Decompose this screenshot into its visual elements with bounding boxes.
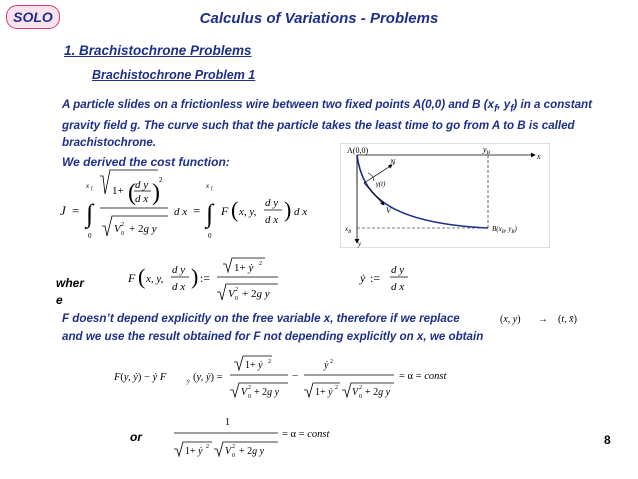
svg-text:0: 0 — [208, 232, 212, 240]
svg-text:∫: ∫ — [206, 199, 214, 228]
svg-text:d x: d x — [391, 281, 405, 293]
where-label: wher e — [56, 276, 85, 307]
svg-text:+ 2g y: + 2g y — [365, 387, 391, 398]
svg-text:d y: d y — [135, 179, 149, 191]
variable-replacement — [498, 308, 598, 328]
svg-text:ẏ: ẏ — [187, 379, 190, 385]
problem-text-b: , y — [497, 98, 511, 111]
problem-text-c: ) in a constant gravity field g. The curve such that the particle takes the least time to go from A to B is called brachistochrone. — [62, 98, 592, 150]
svg-text:x, y,: x, y, — [239, 206, 257, 218]
page-number: 8 — [604, 433, 611, 447]
replacement-paragraph — [62, 310, 502, 346]
y-axis-label: y — [358, 240, 362, 248]
svg-text:V: V — [228, 288, 235, 300]
svg-text:1: 1 — [225, 417, 230, 428]
svg-text:(t, x̄): (t, x̄) — [558, 314, 577, 325]
xb-label: $x_B$ — [345, 225, 352, 235]
page-title: Calculus of Variations - Problems — [199, 10, 439, 27]
svg-text:f: f — [211, 187, 213, 192]
svg-text:2: 2 — [359, 385, 362, 391]
svg-text:ẏ: ẏ — [360, 271, 366, 285]
svg-text:= α = const: = α = const — [282, 429, 330, 440]
svg-text:d x: d x — [294, 206, 308, 218]
svg-text:x, y,: x, y, — [146, 273, 164, 285]
svg-text:): ) — [284, 197, 292, 222]
point-b-label: $B(x_B$, $y_B$) — [492, 225, 517, 235]
yb-label: $y_B$ — [483, 145, 490, 156]
svg-text:=: = — [193, 203, 201, 218]
svg-text:2: 2 — [206, 444, 209, 450]
svg-text:1+ ẏ: 1+ ẏ — [245, 360, 263, 371]
section-heading: 1. Brachistochrone Problems — [64, 43, 252, 58]
svg-text:2: 2 — [248, 385, 251, 391]
svg-text:2: 2 — [330, 359, 333, 365]
svg-text:(y, ẏ) =: (y, ẏ) = — [193, 372, 223, 383]
final-equation — [170, 412, 350, 462]
or-label: or — [130, 430, 142, 444]
svg-text:1+: 1+ — [112, 185, 124, 197]
svg-text:d x: d x — [135, 193, 149, 205]
subsection-heading: Brachistochrone Problem 1 — [92, 68, 256, 82]
svg-text:0: 0 — [359, 394, 362, 400]
svg-text:J: J — [60, 203, 66, 218]
svg-text:F(y, ẏ) − ẏ F: F(y, ẏ) − ẏ F — [114, 372, 167, 383]
problem-sub-f1: f — [494, 103, 498, 115]
svg-text:∫: ∫ — [86, 199, 94, 228]
svg-text:V: V — [114, 223, 121, 235]
svg-text:d y: d y — [391, 264, 405, 276]
cost-function-label: We derived the cost function: — [62, 155, 230, 169]
svg-text:ẏ: ẏ — [324, 360, 329, 371]
svg-text:0: 0 — [232, 453, 235, 459]
svg-text:F: F — [128, 271, 136, 285]
svg-text:0: 0 — [88, 232, 92, 240]
svg-text:1+ ẏ: 1+ ẏ — [234, 262, 254, 274]
svg-text:0: 0 — [121, 231, 124, 237]
svg-text:): ) — [191, 264, 199, 289]
svg-text:d y: d y — [172, 264, 186, 276]
svg-text:→: → — [538, 314, 548, 325]
svg-text:x: x — [86, 182, 90, 190]
svg-text:(: ( — [231, 197, 239, 222]
svg-text:0: 0 — [248, 394, 251, 400]
svg-text:= α = const: = α = const — [399, 371, 447, 382]
svg-text:2: 2 — [159, 176, 163, 184]
svg-text:2: 2 — [268, 359, 271, 365]
svg-text::=: := — [370, 271, 381, 285]
svg-text:x: x — [206, 182, 210, 190]
svg-text:d x: d x — [172, 281, 186, 293]
svg-text:V: V — [225, 446, 232, 457]
svg-text:0: 0 — [235, 296, 238, 302]
svg-text:+ 2g y: + 2g y — [254, 387, 280, 398]
x-axis-label: x — [537, 152, 541, 161]
svg-text:(x, y): (x, y) — [500, 314, 521, 325]
problem-sub-f2: f — [510, 103, 514, 115]
origin-label: A(0,0) — [347, 146, 369, 155]
normal-label: N — [390, 158, 396, 167]
svg-text:+ 2g y: + 2g y — [239, 446, 265, 457]
svg-text::=: := — [200, 271, 211, 285]
replacement-line-1: F doesn’t depend explicitly on the free variable x, therefore if we replace — [62, 312, 460, 325]
svg-text:2: 2 — [232, 444, 235, 450]
solo-badge: SOLO — [6, 5, 60, 29]
svg-text:V: V — [241, 387, 248, 398]
svg-text:−: − — [292, 370, 299, 382]
svg-text:): ) — [152, 180, 160, 206]
svg-text:1+ ẏ: 1+ ẏ — [185, 446, 203, 457]
svg-text:d x: d x — [174, 206, 188, 218]
svg-text:1+ ẏ: 1+ ẏ — [315, 387, 333, 398]
cost-function-equation — [58, 168, 348, 248]
svg-text:2: 2 — [335, 385, 338, 391]
brachistochrone-curve — [357, 155, 488, 228]
svg-text:2: 2 — [235, 287, 238, 293]
svg-text:(: ( — [138, 264, 146, 289]
svg-text:(: ( — [128, 180, 136, 206]
svg-text:d x: d x — [265, 214, 279, 226]
svg-text:+ 2g y: + 2g y — [242, 288, 270, 300]
svg-text:d y: d y — [265, 197, 279, 209]
problem-text-a: A particle slides on a frictionless wire between two fixed points A(0,0) and B (x — [62, 98, 495, 111]
brachistochrone-diagram — [340, 143, 550, 248]
svg-text:2: 2 — [259, 261, 262, 267]
svg-text:=: = — [72, 203, 80, 218]
svg-text:2: 2 — [121, 222, 124, 228]
integrand-definition — [120, 252, 540, 307]
svg-text:+ 2g y: + 2g y — [129, 223, 157, 235]
velocity-label: V — [386, 206, 391, 215]
beltrami-equation — [112, 352, 472, 404]
svg-text:F: F — [221, 204, 229, 218]
replacement-line-2: and we use the result obtained for F not depending explicitly on x, we obtain — [62, 330, 484, 343]
svg-text:V: V — [352, 387, 359, 398]
angle-label: γ(t) — [376, 180, 386, 188]
svg-text:f: f — [91, 187, 93, 192]
diagram-frame — [340, 143, 550, 248]
